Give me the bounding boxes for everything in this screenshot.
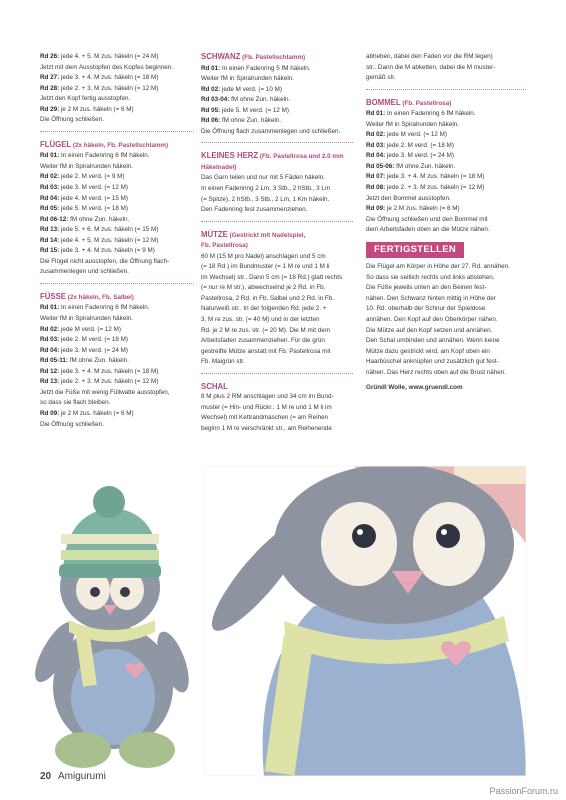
row-text: In einen Fadenring 5 fM häkeln.	[220, 64, 311, 72]
bommel-list	[366, 109, 526, 236]
row-text: Weiter fM in Spiralrunden häkeln.	[40, 162, 133, 170]
text-line	[201, 64, 353, 75]
row-label: Rd 07:	[366, 173, 386, 181]
text-line	[366, 141, 526, 152]
row-label: Rd 03:	[40, 336, 60, 344]
text-line	[40, 314, 194, 325]
row-text: Die Mütze auf den Kopf setzen und annähen.	[366, 326, 493, 334]
row-label: Rd 04:	[40, 194, 60, 202]
text-line	[366, 130, 526, 141]
text-line	[201, 336, 353, 347]
row-label: Rd 06-12:	[40, 215, 69, 223]
text-line	[366, 347, 526, 358]
row-label: Rd 02:	[201, 85, 221, 93]
text-line	[201, 347, 353, 358]
fertig-list	[366, 262, 526, 378]
row-text: Jetzt die Füße mit wenig Füllwatte ausstopfen,	[40, 388, 170, 396]
text-line	[40, 63, 194, 74]
row-text: im Wechsel) str.. Dann 5 cm (= 18 Rd.) glatt rechts	[201, 273, 343, 281]
text-line	[201, 252, 353, 263]
text-line	[366, 357, 526, 368]
row-text: Weiter fM in Spiralrunden häkeln.	[366, 120, 459, 128]
row-text: Mütze dazu gestrickt wird, am Kopf oben ein	[366, 347, 490, 355]
column-left	[40, 52, 194, 430]
text-line	[366, 151, 526, 162]
row-text: je 2 M zus. häkeln (= 6 M)	[59, 409, 134, 417]
row-text: Die Öffnung flach zusammenlegen und schließen.	[201, 127, 341, 135]
text-line	[40, 52, 194, 63]
row-text: jede 3. M verd. (= 12 M)	[59, 184, 129, 192]
row-text: Die Öffnung schließen und den Bommel mit	[366, 215, 488, 223]
row-text: In einen Fadenring 6 fM häkeln.	[385, 110, 476, 118]
text-line	[201, 304, 353, 315]
row-text: Jetzt den Bommel ausstopfen.	[366, 194, 451, 202]
text-line	[40, 420, 194, 431]
text-line	[201, 403, 353, 414]
row-label: Rd 14:	[40, 236, 60, 244]
row-label: Rd 05:	[40, 205, 60, 213]
row-text: jede 4. + 5. M zus. häkeln (= 24 M)	[59, 53, 159, 60]
column-middle	[201, 52, 353, 435]
divider	[40, 283, 194, 285]
magazine-name: Amigurumi	[58, 771, 106, 782]
section-heading-fertigstellen: FERTIGSTELLEN	[366, 242, 464, 259]
row-label: Rd 02:	[366, 131, 386, 139]
row-label: Rd 03:	[366, 141, 386, 149]
row-text: jede 2. M verd. (= 9 M)	[59, 173, 125, 181]
section-heading-herz-cont: Häkelnadel)	[201, 163, 237, 171]
row-text: zusammenlegen und schließen.	[40, 268, 129, 276]
text-line	[201, 357, 353, 368]
row-text: 3. M re zus. str. (= 40 M) und in der letzten	[201, 316, 320, 324]
row-text: Jetzt mit dem Ausstopfen des Kopfes beginnen.	[40, 63, 174, 71]
divider	[201, 373, 353, 375]
row-text: Haarbüschel anknüpfen und zusätzlich gut fest-	[366, 358, 499, 366]
text-line	[201, 85, 353, 96]
page-number: 20	[40, 771, 52, 782]
row-text: jede 5. + 6. M zus. häkeln (= 15 M)	[59, 226, 159, 234]
text-line	[40, 73, 194, 84]
row-text: beginn 1 M re verschränkt str., am Reihenende	[201, 424, 332, 432]
text-line	[366, 162, 526, 173]
section-heading-bommel: BOMMEL (Fb. Pastellrosa)	[366, 97, 452, 107]
row-text: fM ohne Zun. häkeln.	[68, 215, 130, 223]
row-text: Rd. je 2 M re zus. str. (= 20 M). Die M mit dem	[201, 326, 330, 334]
row-text: Die Flügel nicht ausstopfen, die Öffnung flach-	[40, 257, 170, 265]
row-text: jede 3. + 4. M zus. häkeln (= 18 M)	[385, 173, 485, 181]
row-text: In einen Fadenring 6 fM häkeln.	[59, 304, 150, 312]
text-line	[40, 94, 194, 105]
schal-cont-list	[366, 52, 526, 84]
watermark: PassionForum.ru	[489, 786, 558, 796]
text-line	[40, 194, 194, 205]
row-text: jede 2. M verd. (= 18 M)	[385, 141, 455, 149]
row-label: Rd 15:	[40, 247, 60, 255]
row-label: Rd 09:	[40, 409, 60, 417]
text-line	[40, 162, 194, 173]
column-right	[366, 52, 526, 394]
text-line	[40, 356, 194, 367]
photo-penguin-closeup	[204, 466, 526, 776]
text-line	[366, 183, 526, 194]
row-text: So dass sie seitlich rechts und links abstehen.	[366, 273, 495, 281]
row-text: Weiter fM in Spiralrunden häkeln.	[201, 75, 294, 83]
row-text: jede 5. M verd. (= 18 M)	[59, 205, 129, 213]
text-line	[366, 194, 526, 205]
text-line	[201, 262, 353, 273]
text-line	[40, 257, 194, 268]
row-text: Weiter fM in Spiralrunden häkeln.	[40, 315, 133, 323]
row-text: In einen Fadenring 6 fM häkeln.	[59, 152, 150, 160]
text-line	[366, 273, 526, 284]
row-text: jede 2. M verd. (= 18 M)	[59, 336, 129, 344]
row-label: Rd 02:	[40, 173, 60, 181]
row-text: jede M verd. (= 12 M)	[385, 131, 448, 139]
row-text: jede 2. + 3. M zus. häkeln (= 12 M)	[59, 378, 159, 386]
text-line	[366, 326, 526, 337]
row-text: jede 3. M verd. (= 24 M)	[59, 346, 129, 354]
row-label: Rd 09:	[366, 205, 386, 213]
row-text: annähen. Den Kopf auf den Oberkörper nähen.	[366, 316, 498, 324]
text-line	[40, 325, 194, 336]
row-text: muster (= Hin- und Rückr.: 1 M re und 1 M li im	[201, 403, 332, 411]
row-text: Den Fadenring fest zusammenziehen.	[201, 206, 308, 214]
row-text: jede 2. + 3. M zus. häkeln (= 12 M)	[59, 84, 159, 92]
text-line	[366, 215, 526, 226]
text-line	[201, 315, 353, 326]
text-line	[201, 205, 353, 216]
row-label: Rd 12:	[40, 367, 60, 375]
row-text: Jetzt den Kopf fertig ausstopfen.	[40, 95, 131, 103]
intro-list	[40, 52, 194, 126]
row-label: Rd 05:	[201, 106, 221, 114]
text-line	[201, 116, 353, 127]
row-text: 60 M (15 M pro Nadel) anschlagen und 5 cm	[201, 252, 326, 260]
row-label: Rd 27:	[40, 74, 60, 82]
text-line	[40, 409, 194, 420]
row-text: Arbeitsfaden zusammenziehen. Für die grün	[201, 337, 325, 345]
text-line	[40, 225, 194, 236]
text-line	[40, 236, 194, 247]
section-heading-herz: KLEINES HERZ (Fb. Pastellrosa und 2.0 mm	[201, 151, 344, 161]
text-line	[366, 52, 526, 63]
row-label: Rd 01:	[366, 110, 386, 118]
section-heading-muetze-cont: Fb. Pastellrosa)	[201, 242, 248, 250]
schwanz-list	[201, 64, 353, 138]
fuesse-list	[40, 303, 194, 430]
row-text: gestreifte Mütze anstatt mit Fb. Pastellrosa mit	[201, 347, 331, 355]
row-text: Naturweiß str.. In der folgenden Rd. jede 2. +	[201, 305, 327, 313]
row-text: Den Schal umbinden und annähen. Wenn keine	[366, 337, 500, 345]
text-line	[40, 346, 194, 357]
text-line	[201, 273, 353, 284]
text-line	[201, 184, 353, 195]
text-line	[366, 262, 526, 273]
row-text: fM ohne Zun. häkeln.	[394, 162, 456, 170]
row-label: Rd 28:	[40, 84, 60, 92]
row-text: jede 3. + 4. M zus. häkeln (= 9 M)	[59, 247, 155, 255]
row-label: Rd 05-11:	[40, 357, 68, 365]
row-text: 8 M plus 2 RM anschlagen und 34 cm im Bund-	[201, 393, 334, 401]
row-label: Rd 01:	[40, 152, 60, 160]
section-heading-schwanz: SCHWANZ (Fb. Pastellschlamm)	[201, 52, 306, 61]
row-text: (= Spitze), 2 hStb., 3 Stb., 2 Lm, 1 Km häkeln.	[201, 195, 330, 203]
text-line	[201, 424, 353, 435]
text-line	[201, 195, 353, 206]
fluegel-list	[40, 151, 194, 278]
row-text: jede 4. M verd. (= 15 M)	[59, 194, 129, 202]
row-label: Rd 04:	[366, 152, 386, 160]
text-line	[366, 283, 526, 294]
text-line	[40, 388, 194, 399]
text-line	[201, 326, 353, 337]
row-text: je 2 M zus. häkeln (= 6 M)	[59, 105, 134, 113]
row-label: Rd 02:	[40, 325, 60, 333]
text-line	[366, 120, 526, 131]
row-text: je 2 M zus. häkeln (= 6 M)	[385, 205, 460, 213]
row-text: 10. Rd. oberhalb der Schnur der Spieldose	[366, 305, 486, 313]
row-text: abheben, dabei den Faden vor die RM legen)	[366, 53, 493, 60]
row-text: jede 3. + 4. M zus. häkeln (= 18 M)	[59, 367, 159, 375]
row-text: Die Öffnung schließen.	[40, 116, 104, 124]
row-text: gemäß str.	[366, 74, 396, 82]
row-label: Rd 13:	[40, 378, 60, 386]
text-line	[201, 283, 353, 294]
herz-list	[201, 173, 353, 215]
text-line	[366, 368, 526, 379]
text-line	[201, 294, 353, 305]
divider	[40, 131, 194, 133]
text-line	[366, 73, 526, 84]
row-text: (= 18 Rd.) im Bundmuster (= 1 M re und 1 M li	[201, 263, 330, 271]
text-line	[40, 267, 194, 278]
text-line	[201, 413, 353, 424]
row-text: dem Arbeitsfaden oben an die Mütze nähen.	[366, 226, 490, 234]
row-label: Rd 04:	[40, 346, 60, 354]
row-text: str.. Dann die M abketten, dabei die M muster-	[366, 63, 496, 71]
credit-line: Gründl Wolle, www.gruendl.com	[366, 384, 463, 392]
divider	[201, 221, 353, 223]
row-label: Rd 01:	[201, 64, 221, 72]
text-line	[201, 173, 353, 184]
row-text: fM ohne Zun. häkeln.	[229, 96, 291, 104]
row-text: Die Füße jeweils unten an den Beinen fest-	[366, 284, 487, 292]
row-text: jede 3. + 4. M zus. häkeln (= 18 M)	[59, 74, 159, 82]
divider	[201, 142, 353, 144]
text-line	[40, 105, 194, 116]
text-line	[40, 151, 194, 162]
text-line	[366, 204, 526, 215]
schal-list	[201, 392, 353, 434]
text-line	[40, 84, 194, 95]
row-text: Fb. Maigrün str.	[201, 358, 245, 366]
row-text: jede M verd. (= 12 M)	[59, 325, 122, 333]
row-label: Rd 06:	[201, 117, 221, 125]
row-text: jede M verd. (= 10 M)	[220, 85, 283, 93]
row-text: jede 5. M verd. (= 12 M)	[220, 106, 290, 114]
row-text: jede 4. + 5. M zus. häkeln (= 12 M)	[59, 236, 159, 244]
section-heading-fluegel: FLÜGEL (2x häkeln, Fb. Pastellschlamm)	[40, 139, 169, 149]
text-line	[201, 95, 353, 106]
text-line	[40, 303, 194, 314]
text-line	[40, 246, 194, 257]
row-text: so dass sie flach bleiben.	[40, 399, 111, 407]
text-line	[366, 63, 526, 74]
row-text: fM ohne Zun. häkeln.	[220, 117, 282, 125]
section-heading-schal: SCHAL	[201, 381, 228, 391]
text-line	[40, 172, 194, 183]
text-line	[201, 74, 353, 85]
row-label: Rd 05-06:	[366, 162, 395, 170]
text-line	[366, 294, 526, 305]
row-text: Die Flügel am Körper in Höhe der 27. Rd. annähen.	[366, 263, 510, 271]
text-line	[40, 215, 194, 226]
photo-penguin-full	[25, 472, 197, 772]
text-line	[366, 315, 526, 326]
row-text: fM ohne Zun. häkeln.	[68, 357, 129, 365]
row-label: Rd 08:	[366, 184, 386, 192]
text-line	[366, 109, 526, 120]
row-text: Die Öffnung schließen.	[40, 420, 104, 428]
row-text: In einen Fadenring 2 Lm, 3 Stb., 2 hStb., 3 Lm	[201, 185, 331, 193]
divider	[366, 89, 526, 91]
row-text: nähen. Das Herz rechts oben auf die Brust nähen.	[366, 368, 507, 376]
muetze-list	[201, 252, 353, 368]
row-label: Rd 03:	[40, 184, 60, 192]
row-text: jede 3. M verd. (= 24 M)	[385, 152, 455, 160]
text-line	[40, 367, 194, 378]
text-line	[40, 335, 194, 346]
row-text: Pastellrosa, 2 Rd. in Fb. Salbei und 2 Rd. in Fb.	[201, 294, 335, 302]
text-line	[40, 115, 194, 126]
text-line	[40, 204, 194, 215]
row-label: Rd 26:	[40, 53, 60, 60]
text-line	[366, 336, 526, 347]
row-text: Das Garn teilen und nur mit 5 Fäden häkeln.	[201, 174, 325, 182]
section-heading-muetze: MÜTZE (Gestrickt mit Nadelspiel,	[201, 229, 306, 239]
text-line	[366, 225, 526, 236]
text-line	[366, 172, 526, 183]
row-label: Rd 29:	[40, 105, 60, 113]
section-heading-fuesse: FÜSSE (2x häkeln, Fb. Salbei)	[40, 291, 134, 301]
text-line	[201, 127, 353, 138]
text-line	[366, 304, 526, 315]
row-text: nähen. Den Schwanz hinten mittig in Höhe der	[366, 294, 496, 302]
text-line	[201, 392, 353, 403]
row-text: (= nur re M str.), abwechselnd je 2 Rd. in Fb.	[201, 284, 326, 292]
row-text: jede 2. + 3. M zus. häkeln (= 12 M)	[385, 184, 485, 192]
text-line	[201, 106, 353, 117]
row-text: Wechsel) mit Kettrandmaschen (= am Reihen	[201, 414, 329, 422]
row-label: Rd 01:	[40, 304, 60, 312]
text-line	[40, 377, 194, 388]
row-label: Rd 13:	[40, 226, 60, 234]
row-label: Rd 03-04:	[201, 96, 230, 104]
text-line	[40, 398, 194, 409]
text-line	[40, 183, 194, 194]
